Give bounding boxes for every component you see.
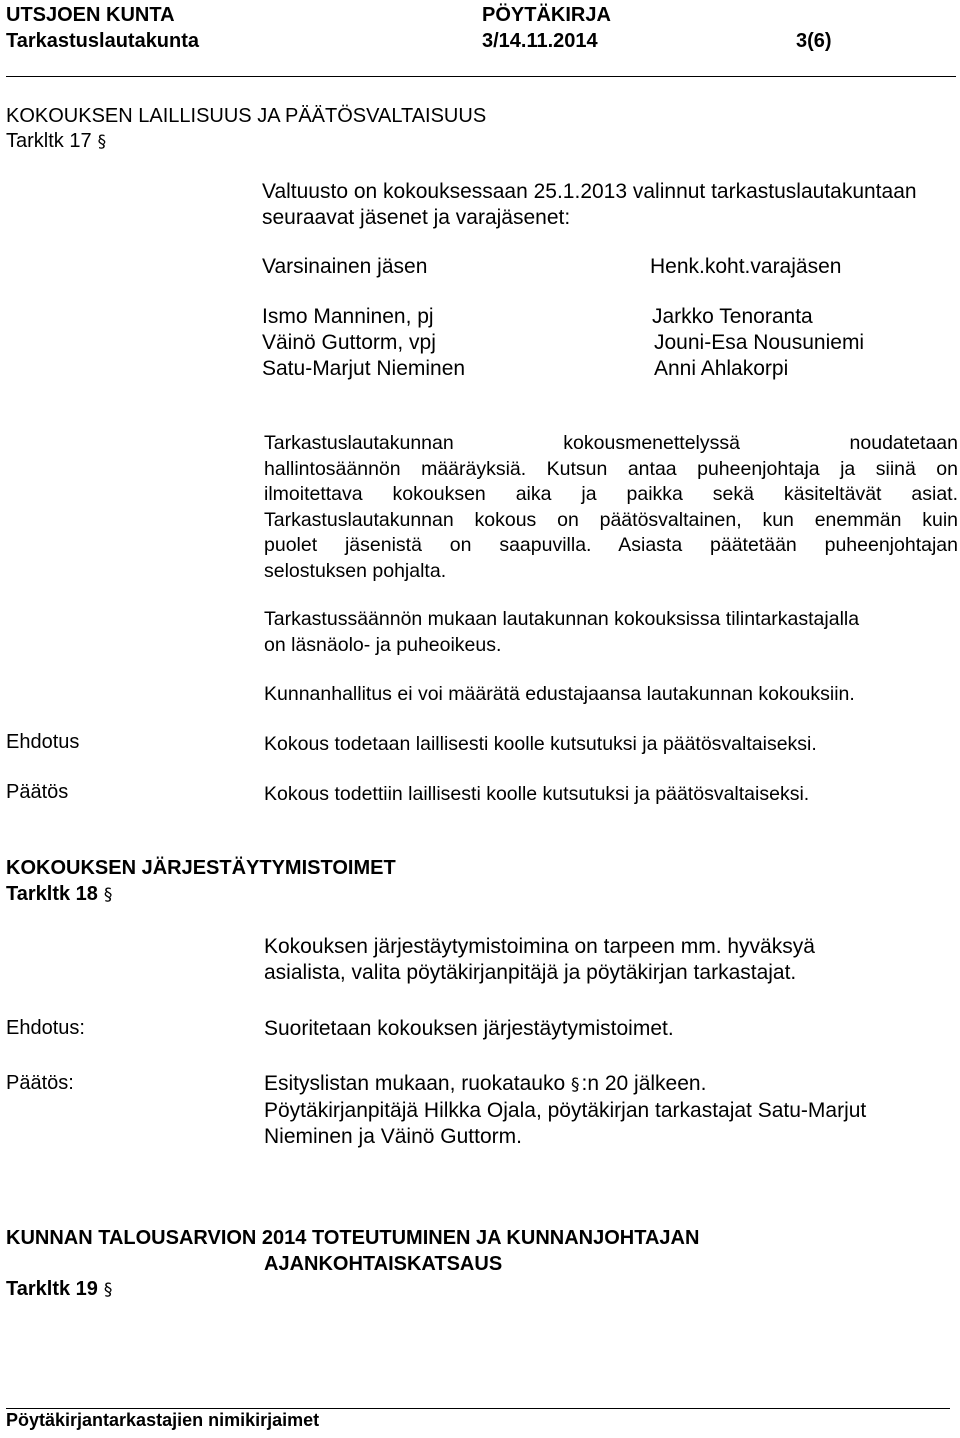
section17-paragraph-line: puolet jäsenistä on saapuvilla. Asiasta päätetään puheenjohtajan [264,534,958,556]
section17-decision-label: Päätös [6,781,69,803]
section17-paragraph-line: ilmoitettava kokouksen aika ja paikka sekä käsiteltävät asiat. [264,483,958,505]
section17-number: Tarkltk 17 [6,130,92,152]
header-committee: Tarkastuslautakunta [6,30,200,52]
section18-heading [6,883,112,906]
section19-number: Tarkltk 19 [6,1278,98,1300]
section18-decision-pre: Esityslistan mukaan, ruokatauko [264,1072,571,1095]
section18-intro-line: asialista, valita pöytäkirjanpitäjä ja pöytäkirjan tarkastajat. [264,961,797,984]
section17-proposal-label: Ehdotus [6,731,80,753]
deputy-name: Jouni-Esa Nousuniemi [654,331,865,354]
section17-paragraph-line: Tarkastussäännön mukaan lautakunnan kokouksissa tilintarkastajalla [264,608,860,630]
footer-signatures-label: Pöytäkirjantarkastajien nimikirjaimet [6,1410,320,1430]
section18-decision-line: Pöytäkirjanpitäjä Hilkka Ojala, pöytäkirjan tarkastajat Satu-Marjut [264,1099,867,1122]
section18-decision-line: Nieminen ja Väinö Guttorm. [264,1125,522,1148]
section18-proposal-label: Ehdotus: [6,1017,85,1039]
section17-intro-line: seuraavat jäsenet ja varajäsenet: [262,206,571,229]
header-doc-type: PÖYTÄKIRJA [482,4,611,26]
section17-proposal-text: Kokous todetaan laillisesti koolle kutsutuksi ja päätösvaltaiseksi. [264,733,817,755]
deputies-column-heading: Henk.koht.varajäsen [650,255,842,278]
section17-paragraph-line: Tarkastuslautakunnan kokousmenettelyssä noudatetaan [264,432,958,454]
footer-rule [6,1408,950,1409]
deputy-name: Anni Ahlakorpi [654,357,789,380]
section17-title: KOKOUKSEN LAILLISUUS JA PÄÄTÖSVALTAISUUS [6,105,487,127]
section19-title-line: KUNNAN TALOUSARVION 2014 TOTEUTUMINEN JA KUNNANJOHTAJAN [6,1227,700,1249]
section17-decision-text: Kokous todettiin laillisesti koolle kutsutuksi ja päätösvaltaiseksi. [264,783,810,805]
member-name: Satu-Marjut Nieminen [262,357,466,380]
section17-paragraph-line: Kunnanhallitus ei voi määrätä edustajaansa lautakunnan kokouksiin. [264,683,855,705]
section18-title: KOKOUKSEN JÄRJESTÄYTYMISTOIMET [6,857,396,879]
member-name: Ismo Manninen, pj [262,305,434,328]
header-org: UTSJOEN KUNTA [6,4,175,26]
members-column-heading: Varsinainen jäsen [262,255,428,278]
header-rule [6,76,956,77]
section-sign-icon: § [570,1075,580,1095]
section18-decision-line [264,1072,706,1096]
section19-title-line: AJANKOHTAISKATSAUS [264,1253,503,1275]
section18-decision-label: Päätös: [6,1072,74,1094]
section18-number: Tarkltk 18 [6,883,98,905]
section17-paragraph-line: Tarkastuslautakunnan kokous on päätösvaltainen, kun enemmän kuin [264,509,958,531]
member-name: Väinö Guttorm, vpj [262,331,436,354]
section18-decision-post: :n 20 jälkeen. [581,1072,707,1095]
section17-paragraph-line: on läsnäolo- ja puheoikeus. [264,634,502,656]
section17-intro-line: Valtuusto on kokouksessaan 25.1.2013 valinnut tarkastuslautakuntaan [262,180,917,203]
section-sign-icon: § [103,885,113,905]
header-meeting: 3/14.11.2014 [482,30,598,52]
header-page: 3(6) [796,30,832,52]
section18-proposal-text: Suoritetaan kokouksen järjestäytymistoimet. [264,1017,674,1040]
section17-heading [6,130,106,153]
section17-paragraph-line: selostuksen pohjalta. [264,560,447,582]
deputy-name: Jarkko Tenoranta [652,305,813,328]
section18-intro-line: Kokouksen järjestäytymistoimina on tarpeen mm. hyväksyä [264,935,815,958]
section-sign-icon: § [103,1280,113,1300]
section-sign-icon: § [97,132,107,152]
section17-paragraph-line: hallintosäännön määräyksiä. Kutsun antaa puheenjohtaja ja siinä on [264,458,958,480]
section19-heading [6,1278,112,1301]
